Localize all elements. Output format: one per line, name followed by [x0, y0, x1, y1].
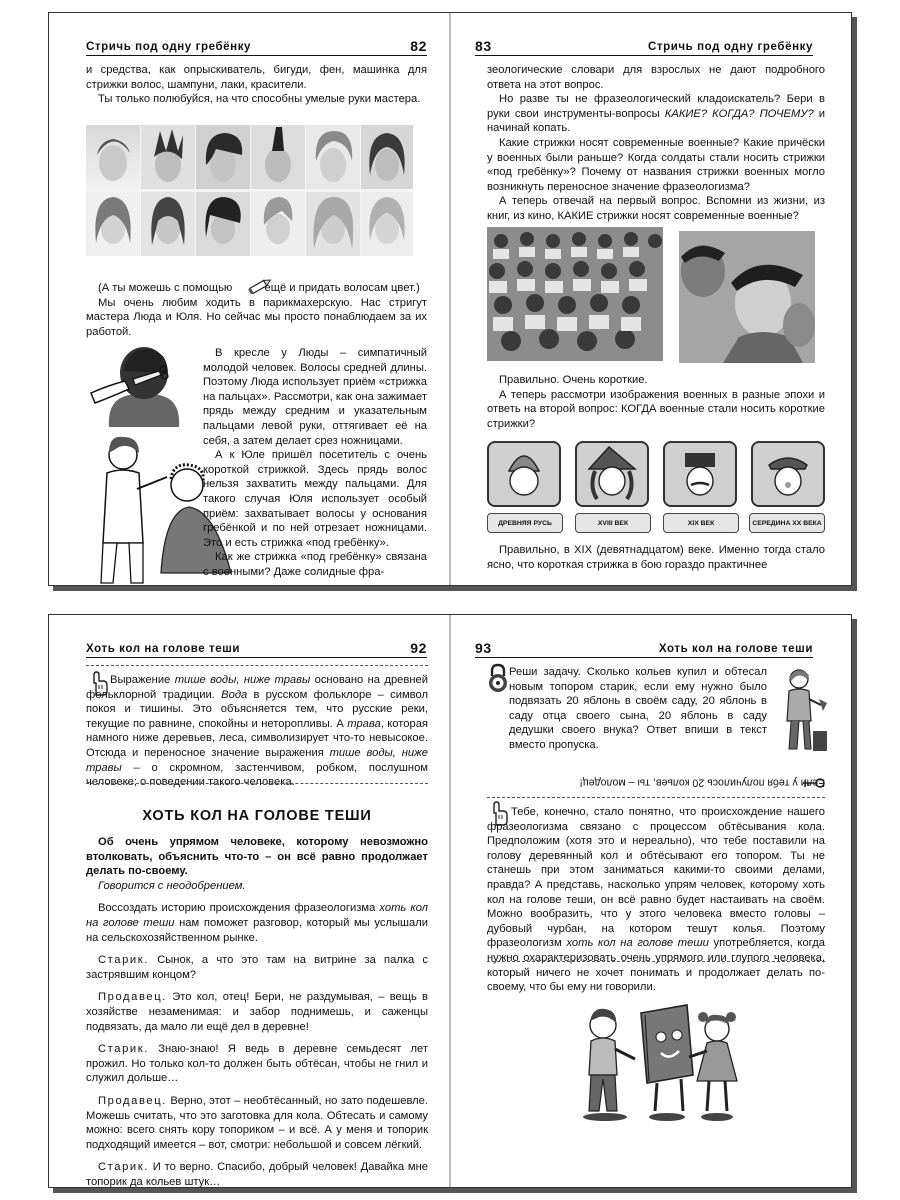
page-number: 92	[410, 640, 427, 656]
marching-soldiers-photo	[487, 227, 663, 361]
explanation-text	[487, 805, 825, 995]
paragraph: зеологические словари для взрослых не дают подробного ответа на этот вопрос.	[487, 64, 825, 91]
paragraph-part: Выражение	[110, 674, 175, 686]
text-block	[86, 63, 427, 107]
paragraph-part: – о скромном, застенчивом, робком, послушном человеке; о поведении такого человека.	[86, 761, 428, 789]
era-label: XIX ВЕК	[663, 513, 739, 533]
definition-note: Говорится с неодобрением.	[98, 879, 246, 892]
padlock-icon	[487, 663, 509, 693]
paragraph-italic: Вода	[221, 688, 248, 701]
text-block	[487, 543, 825, 572]
paragraph-part: и начинай копать.	[487, 107, 825, 135]
dashed-divider	[487, 797, 825, 798]
pencil-icon	[235, 278, 261, 292]
era-label: СЕРЕДИНА XX ВЕКА	[749, 513, 825, 533]
header-title: Стричь под одну гребёнку	[86, 41, 252, 53]
paragraph: Правильно. Очень короткие.	[499, 374, 648, 386]
hairstyle-photo	[86, 125, 140, 189]
dialogue-text: Знаю-знаю! Я ведь в деревне семьдесят лет прожил. Но только кол-то должен быть обтёсан, чтобы не гнил и служил дольше…	[86, 1043, 428, 1085]
paragraph-part: Но разве ты не фразеологический кладоискатель? Бери в руки свои инструменты-вопросы	[487, 93, 825, 120]
paragraph: Какие стрижки носят современные военные? Какие причёски у военных были раньше? Когда солдаты стали носить стрижки «под гребёнку»? Почему от названия стрижки военных могло возникнуть переносное значение фразеологизма?	[487, 136, 825, 193]
paragraph-part: ещё и придать волосам цвет.)	[264, 282, 420, 294]
text-block	[487, 373, 825, 431]
task: Реши задачу. Сколько кольев купил и обтесал новым топором старик, если ему нужно было подвязать 20 яблонь в своём саду, 20 яблонь в саду отца своего сына, 20 яблонь в саду дедушки своего внука? Ответ впиши в текст вместо пропуска.	[509, 666, 767, 751]
task-text	[509, 665, 767, 753]
speaker: Старик.	[98, 954, 149, 967]
paragraph-italic: трава	[347, 717, 381, 730]
running-header	[86, 639, 427, 658]
old-man-with-axe-illustration	[777, 665, 829, 755]
upside-down-answer	[487, 775, 825, 790]
page-92	[49, 615, 449, 1187]
paragraph	[487, 805, 825, 995]
era-label: ДРЕВНЯЯ РУСЬ	[487, 513, 563, 533]
paragraph-italic: хоть кол на голове теши	[566, 937, 709, 950]
dialogue-line	[86, 1160, 428, 1187]
era-ancient-rus-icon	[488, 442, 560, 506]
dialogue-line	[86, 1094, 428, 1152]
definition: Об очень упрямом человеке, которому невозможно втолковать, объяснить что-то – он всё равно продолжает делать по-своему.	[86, 836, 428, 878]
paragraph	[86, 673, 428, 790]
page-number: 82	[410, 38, 427, 54]
paragraph-italic: тише воды, ниже травы	[174, 674, 311, 686]
spread-pages-92-93	[48, 614, 852, 1188]
dialogue-line	[86, 953, 428, 982]
dashed-divider	[86, 665, 428, 666]
speaker: Старик.	[98, 1161, 149, 1174]
page-number: 93	[475, 640, 492, 656]
paragraph: Ты только полюбуйся, на что способны умелые руки мастера.	[98, 93, 421, 106]
info-box-text	[86, 673, 428, 790]
paragraph: А теперь рассмотри изображения военных в разные эпохи и ответь на второй вопрос: КОГДА военные стали носить короткие стрижки?	[487, 388, 825, 430]
dialogue-line	[86, 990, 428, 1034]
paragraph: А теперь отвечай на первый вопрос. Вспомни из жизни, из книг, из кино, КАКИЕ стрижки носят современные военные?	[487, 195, 825, 222]
paragraph: Как же стрижка «под гребёнку» связана с военными? Даже солидные фра-	[203, 551, 427, 578]
era-label: XVIII ВЕК	[575, 513, 651, 533]
dashed-divider	[86, 783, 428, 784]
header-title: Хоть кол на голове теши	[658, 643, 813, 655]
paragraph-italic: КАКИЕ? КОГДА? ПОЧЕМУ?	[664, 107, 814, 120]
dialogue-line	[86, 1042, 428, 1086]
spread-pages-82-83	[48, 12, 852, 586]
paragraph-italic: тише воды, ниже травы	[86, 746, 428, 774]
paragraph: и средства, как опрыскиватель, бигуди, фен, машинка для стрижки волос, шампуни, лаки, красители.	[86, 64, 427, 91]
dashed-divider	[487, 961, 825, 962]
dialogue-text: Верно, этот – необтёсанный, но зато подешевле. Можешь считать, что это заготовка для кола. Обтесать и самому можно: всего снять кору топориком – и всё. А у меня и топорик подходящий имеется – вот, смотри: небольшой и совсем лёгкий.	[86, 1094, 429, 1151]
paragraph: А к Юле пришёл посетитель с очень короткой стрижкой. Здесь прядь волос нельзя захватить между пальцами. Для такого случая Юля использует особый приём: захватывает волосы у основания гребёнкой и по ней отрезает ножницами. Это и есть стрижка «под гребёнку».	[203, 449, 427, 549]
paragraph-part: Воссоздать историю происхождения фразеологизма	[98, 902, 380, 915]
dialogue-text: Это кол, отец! Бери, не раздумывая, – вещь в хозяйстве незаменимая: и забор поднимешь, и саженцы подвязать, да мало ли ещё дел в деревне!	[86, 991, 428, 1033]
page-82	[49, 13, 449, 585]
answer: Если у тебя получилось 20 кольев, ты – молодец!	[579, 776, 825, 789]
soldiers-beret-photo	[679, 231, 815, 363]
paragraph-part: основано на древней фольклорной традиции.	[86, 674, 428, 701]
speaker: Старик.	[98, 1043, 149, 1056]
paragraph-part: , которая намного ниже деревьев, леса, символизирует что-то невысокое. Отсюда и переносное значение выражения	[86, 717, 428, 759]
paragraph-part: нам поможет разговор, который мы услышали на сельскохозяйственном рынке.	[86, 916, 428, 944]
paragraph: Правильно, в XIX (девятнадцатом) веке. Именно тогда стало ясно, что короткая стрижка в бою гораздо практичнее	[487, 544, 825, 571]
barber-cutting-fingers-illustration	[89, 343, 197, 431]
era-18th-century-icon	[576, 442, 648, 506]
key-icon	[801, 776, 825, 788]
paragraph	[86, 901, 428, 945]
paragraph-part: Тебе, конечно, стало понятно, что происхождение нашего фразеологизма связано с процессом обтёсывания кола. Предположим (хотя это и нереально), что тебе поставили на голову деревянный кол и обтёсывают его топором. Ты не станешь при этом заниматься какими-то своими делами, правда? А представь, насколько упрям человек, которому хоть кол на голове теши, он всё равно будет настаивать на своём. Можно вообразить, что у этого человека вместо головы – дубовый чурбан, на котором тешут колья. Поэтому фразеологизм	[487, 806, 825, 950]
era-mid-20th-century-icon	[752, 442, 824, 506]
paragraph: Мы очень любим ходить в парикмахерскую. Нас стригут мастера Люда и Юля. Но сейчас мы просто понаблюдаем за их работой.	[86, 296, 427, 338]
text-block	[86, 835, 428, 1187]
paragraph-italic: хоть кол на голове теши	[86, 902, 428, 929]
page-number: 83	[475, 38, 492, 54]
dialogue-text: И то верно. Спасибо, добрый человек! Давайка мне топорик да кольев штук…	[86, 1161, 428, 1187]
page-93	[451, 615, 849, 1187]
running-header	[86, 37, 427, 56]
dialogue-text: Сынок, а что это там на витрине за палка с застрявшим концом?	[86, 954, 428, 981]
text-block	[203, 346, 427, 580]
era-19th-century-icon	[664, 442, 736, 506]
paragraph: В кресле у Люды – симпатичный молодой человек. Волосы средней длины. Поэтому Люда использует приём «стрижка на пальцах». Рассмотри, как она зажимает прядь между средним и указательным пальцами левой руки, оттягивает её на себя, а затем делает срез ножницами.	[203, 347, 427, 447]
paragraph	[487, 92, 825, 136]
phraseologism-heading: ХОТЬ КОЛ НА ГОЛОВЕ ТЕШИ	[142, 808, 372, 824]
children-with-book-illustration	[571, 995, 751, 1125]
header-title: Стричь под одну гребёнку	[647, 41, 813, 53]
text-block	[487, 63, 825, 224]
hairstyles-photo-grid	[86, 125, 413, 256]
military-eras-illustrations	[487, 441, 825, 535]
paragraph-part: в русском фольклоре – символ покоя и тишины. Это объясняется тем, что русские реки, текущие по равнине, спокойны и неторопливы. А	[86, 688, 428, 730]
paragraph-part: (А ты можешь с помощью	[98, 282, 233, 294]
header-title: Хоть кол на голове теши	[86, 643, 241, 655]
speaker: Продавец.	[98, 991, 167, 1004]
running-header	[475, 37, 813, 56]
text-block	[86, 278, 427, 339]
page-83	[451, 13, 849, 585]
running-header	[475, 639, 813, 658]
paragraph-part: употребляется, когда нужно охарактеризовать очень упрямого или глупого человека, который ничего не хочет понимать и продолжает делать по-своему, что бы ему ни говорили.	[487, 937, 825, 994]
speaker: Продавец.	[98, 1094, 167, 1107]
